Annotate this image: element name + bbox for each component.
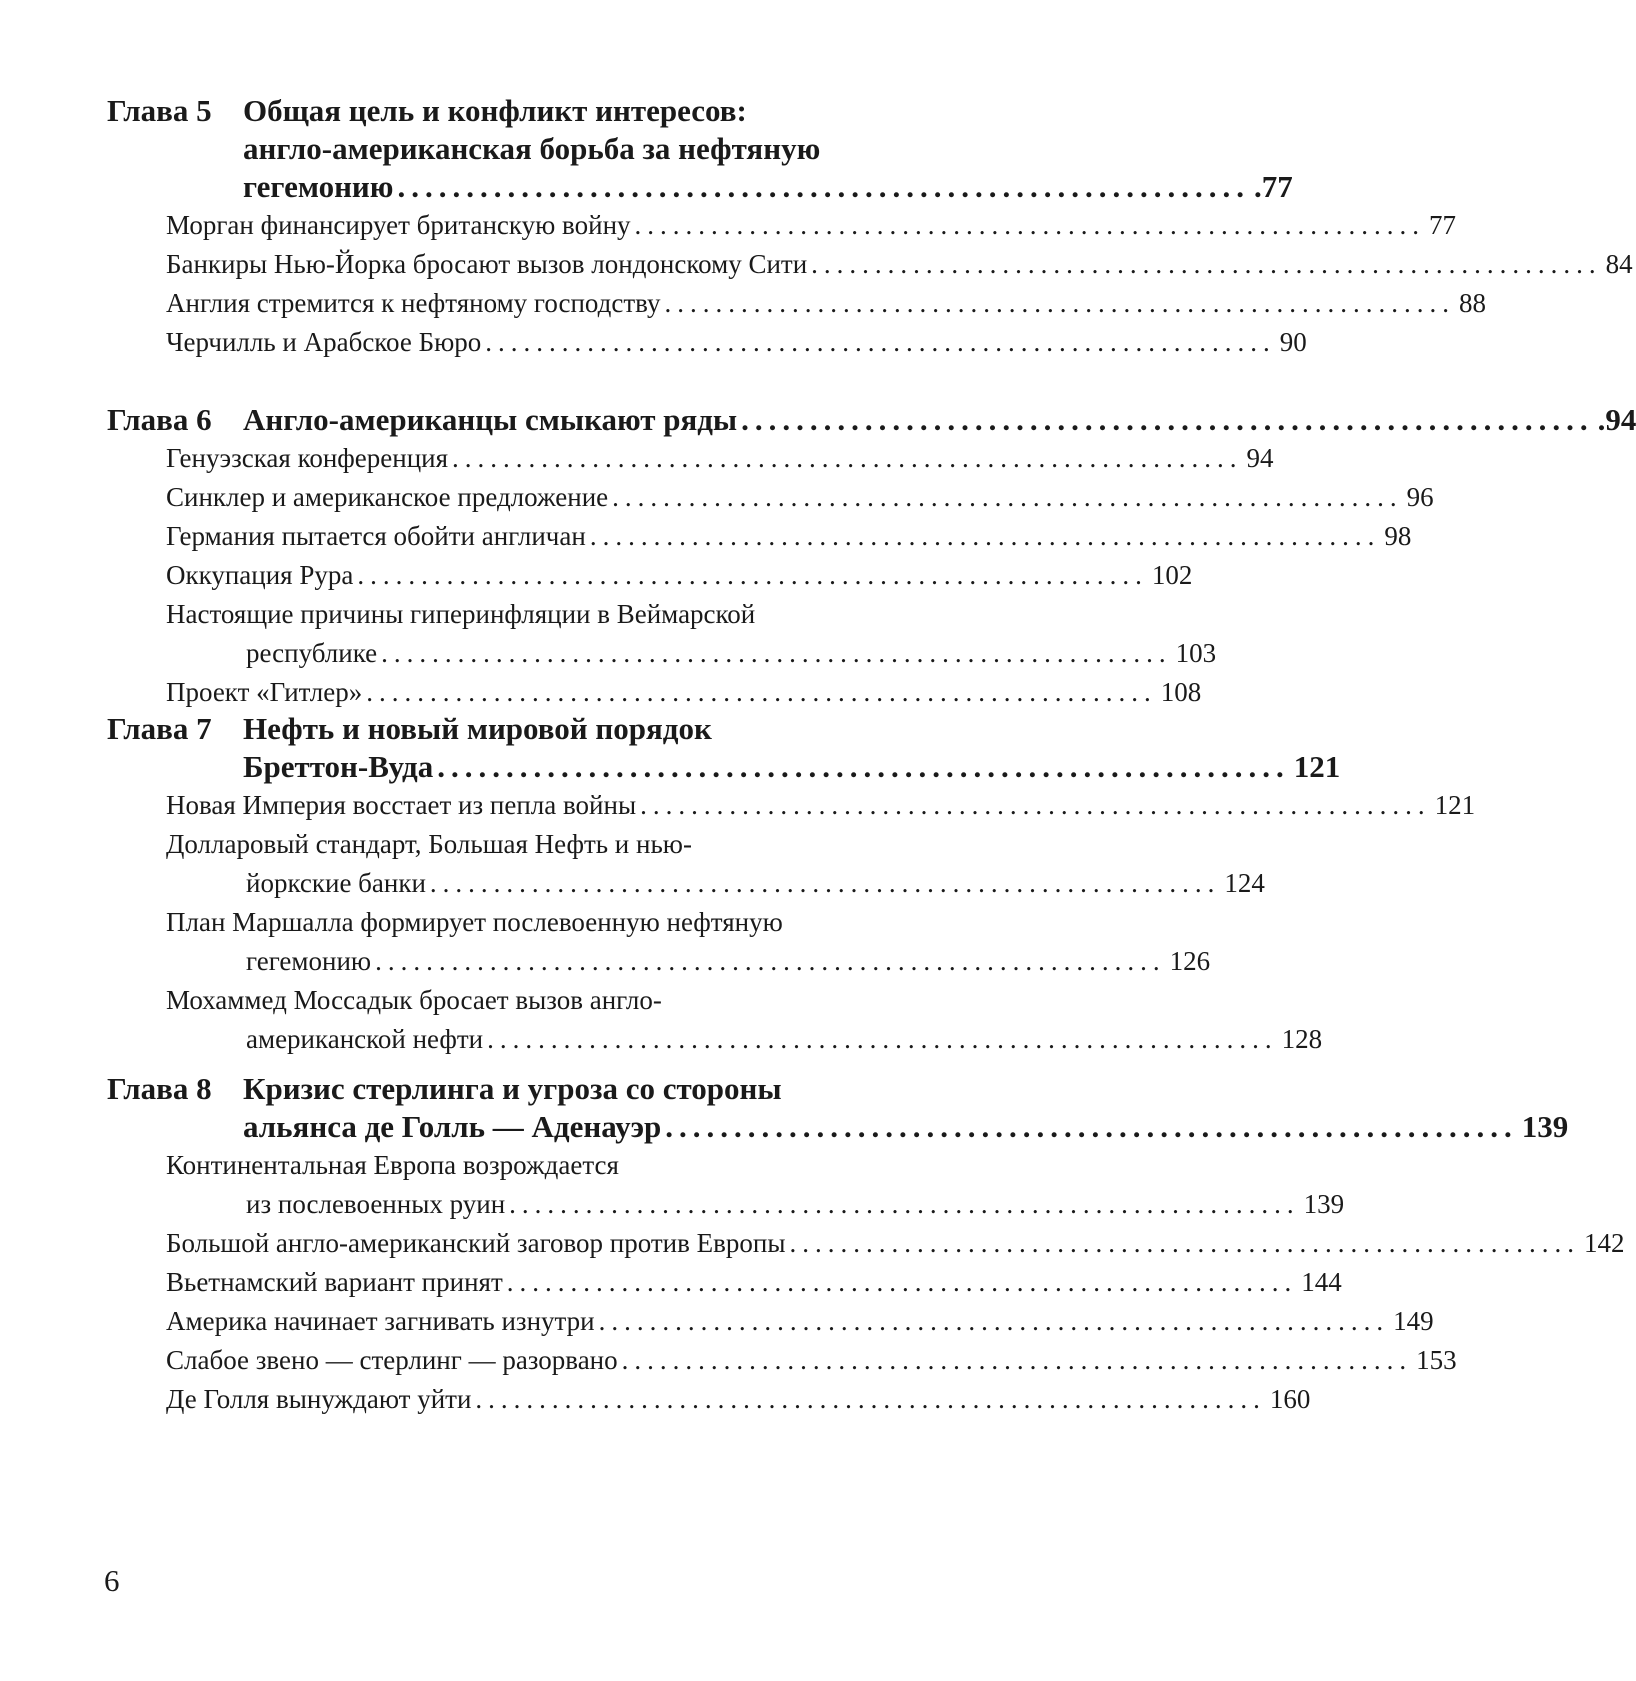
section-page-number: 153 (1416, 1345, 1457, 1375)
section-entry (166, 786, 1476, 825)
section-page-number: 139 (1303, 1189, 1345, 1219)
leader-dots: .............................................................. (375, 946, 1166, 976)
chapter-heading (107, 710, 1341, 786)
section-page-number: 121 (1434, 790, 1476, 820)
leader-dots: .............................................................. (437, 749, 1290, 784)
leader-dots: .............................................................. (381, 638, 1172, 668)
chapter-page-number: .77 (1253, 169, 1293, 204)
section-page-number: 103 (1175, 638, 1217, 668)
section-title-continued: американской нефти (246, 1024, 484, 1054)
section-page-number: 124 (1224, 868, 1265, 898)
chapter-title-line: альянса де Голль — Аденауэр (243, 1109, 662, 1144)
section-page-number: 94 (1246, 443, 1274, 473)
section-title: Синклер и американское предложение (166, 482, 609, 512)
leader-dots: .............................................................. (452, 443, 1243, 473)
leader-dots: .............................................................. (485, 327, 1276, 357)
leader-dots: .............................................................. (475, 1384, 1266, 1414)
section-title-continued: республике (246, 638, 378, 668)
leader-dots: .............................................................. (366, 677, 1157, 707)
section-page-number: 108 (1160, 677, 1202, 707)
section-title: Проект «Гитлер» (166, 677, 363, 707)
section-entry (166, 673, 1202, 712)
section-title: Настоящие причины гиперинфляции в Веймарской (166, 599, 756, 629)
leader-dots: .............................................................. (397, 169, 1250, 204)
section-page-number: 149 (1393, 1306, 1434, 1336)
section-entry (166, 1224, 1625, 1263)
leader-dots: .............................................................. (789, 1228, 1580, 1258)
section-title: Мохаммед Моссадык бросает вызов англо- (166, 985, 662, 1015)
section-page-number: 88 (1459, 288, 1486, 318)
leader-dots: .............................................................. (621, 1345, 1413, 1375)
leader-dots: .............................................................. (509, 1189, 1300, 1219)
chapter-title-line: англо-американская борьба за нефтяную (243, 131, 821, 166)
chapter-title-line: Англо-американцы смыкают ряды (243, 402, 738, 437)
leader-dots: .............................................................. (506, 1267, 1298, 1297)
leader-dots: .............................................................. (598, 1306, 1390, 1336)
leader-dots: .............................................................. (487, 1024, 1278, 1054)
chapter-7 (107, 710, 1476, 1059)
section-title: Континентальная Европа возрождается (166, 1150, 619, 1180)
section-title: Морган финансирует британскую войну (166, 210, 631, 240)
leader-dots: .............................................................. (741, 402, 1594, 437)
chapter-label: Глава 8 (107, 1071, 212, 1106)
section-entry (166, 517, 1412, 556)
chapter-title (243, 1070, 1569, 1146)
leader-dots: .............................................................. (664, 288, 1455, 318)
leader-dots: .............................................................. (357, 560, 1148, 590)
section-page-number: 102 (1151, 560, 1193, 590)
section-entry (166, 245, 1633, 284)
leader-dots: .............................................................. (811, 249, 1602, 279)
leader-dots: .............................................................. (634, 210, 1426, 240)
section-title: Оккупация Рура (166, 560, 354, 590)
section-title: Вьетнамский вариант принят (166, 1267, 503, 1297)
chapter-title-line: Бреттон-Вуда (243, 749, 434, 784)
chapter-page-number: .94 (1597, 402, 1636, 437)
chapter-label: Глава 7 (107, 711, 212, 746)
chapter-label: Глава 5 (107, 93, 212, 128)
section-title-continued: из послевоенных руин (246, 1189, 506, 1219)
section-title: Новая Империя восстает из пепла войны (166, 790, 637, 820)
section-page-number: 84 (1605, 249, 1633, 279)
section-entry (166, 1263, 1342, 1302)
section-entry (166, 1302, 1434, 1341)
section-entry (166, 981, 1323, 1059)
chapter-page-number: 121 (1293, 749, 1341, 784)
section-page-number: 96 (1406, 482, 1434, 512)
chapter-title (243, 401, 1636, 439)
section-title: Большой англо-американский заговор против Европы (166, 1228, 786, 1258)
section-entry (166, 903, 1211, 981)
section-list (166, 206, 1633, 362)
section-entry (166, 1146, 1345, 1224)
section-title: Де Голля вынуждают уйти (166, 1384, 472, 1414)
section-title: Долларовый стандарт, Большая Нефть и нью- (166, 829, 692, 859)
chapter-title-line: Кризис стерлинга и угроза со стороны (243, 1071, 782, 1106)
section-list (166, 1146, 1625, 1419)
chapter-5 (107, 92, 1633, 362)
section-title-continued: йоркские банки (246, 868, 426, 898)
chapter-title (243, 710, 1341, 786)
chapter-title (243, 92, 1293, 206)
chapter-6 (107, 401, 1636, 712)
section-title: План Маршалла формирует послевоенную нефтяную (166, 907, 783, 937)
section-title: Германия пытается обойти англичан (166, 521, 586, 551)
section-list (166, 439, 1434, 712)
section-page-number: 98 (1384, 521, 1412, 551)
leader-dots: .............................................................. (429, 868, 1221, 898)
section-title-continued: гегемонию (246, 946, 372, 976)
section-entry (166, 1380, 1311, 1419)
section-entry (166, 284, 1486, 323)
section-title: Черчилль и Арабское Бюро (166, 327, 482, 357)
section-title: Америка начинает загнивать изнутри (166, 1306, 595, 1336)
chapter-title-line: Нефть и новый мировой порядок (243, 711, 712, 746)
page-number: 6 (104, 1563, 120, 1598)
section-page-number: 90 (1279, 327, 1307, 357)
leader-dots: .............................................................. (612, 482, 1403, 512)
section-entry (166, 825, 1265, 903)
section-entry (166, 478, 1434, 517)
section-page-number: 126 (1169, 946, 1211, 976)
chapter-title-line: гегемонию (243, 169, 394, 204)
leader-dots: .............................................................. (665, 1109, 1518, 1144)
section-entry (166, 595, 1217, 673)
section-page-number: 144 (1301, 1267, 1342, 1297)
section-page-number: 77 (1429, 210, 1457, 240)
chapter-heading (107, 401, 1636, 439)
chapter-8 (107, 1070, 1625, 1419)
section-entry (166, 1341, 1457, 1380)
section-entry (166, 556, 1193, 595)
chapter-label: Глава 6 (107, 402, 212, 437)
section-entry (166, 206, 1457, 245)
chapter-title-line: Общая цель и конфликт интересов: (243, 93, 747, 128)
section-title: Англия стремится к нефтяному господству (166, 288, 661, 318)
section-page-number: 128 (1281, 1024, 1323, 1054)
section-title: Генуэзская конференция (166, 443, 449, 473)
leader-dots: .............................................................. (589, 521, 1381, 551)
section-page-number: 142 (1583, 1228, 1625, 1258)
section-title: Банкиры Нью-Йорка бросают вызов лондонскому Сити (166, 249, 808, 279)
section-page-number: 160 (1269, 1384, 1311, 1414)
section-entry (166, 439, 1274, 478)
chapter-heading (107, 1070, 1569, 1146)
leader-dots: .............................................................. (640, 790, 1431, 820)
section-title: Слабое звено — стерлинг — разорвано (166, 1345, 618, 1375)
section-list (166, 786, 1476, 1059)
chapter-heading (107, 92, 1293, 206)
section-entry (166, 323, 1307, 362)
chapter-page-number: 139 (1521, 1109, 1569, 1144)
